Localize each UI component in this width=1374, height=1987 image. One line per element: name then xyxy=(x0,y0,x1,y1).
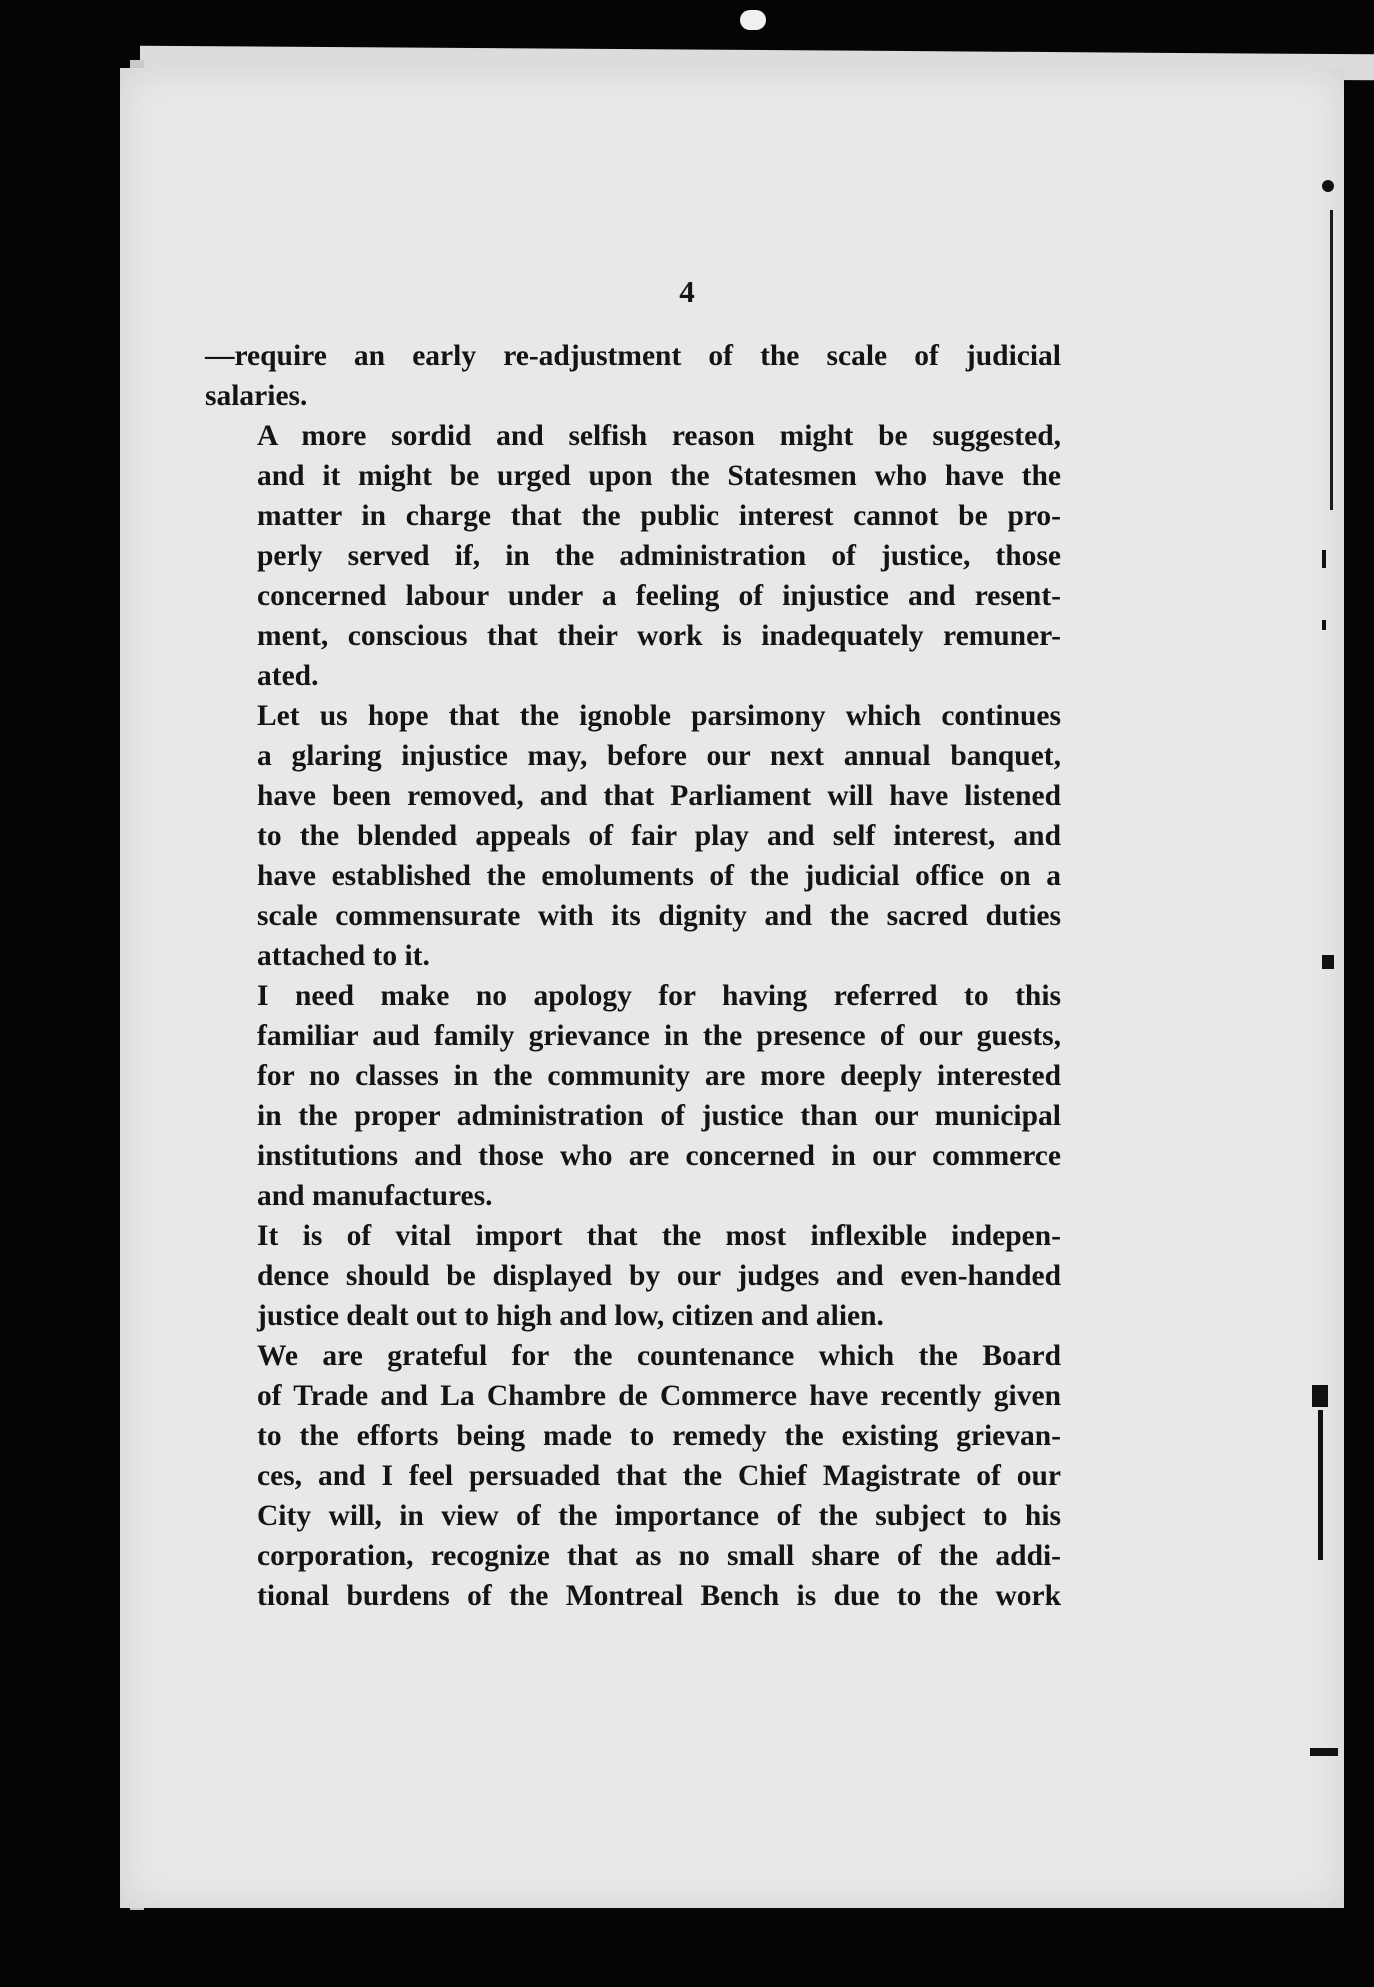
text-line: It is of vital import that the most inflexible indepen- xyxy=(257,1220,1061,1252)
gutter-speck xyxy=(1322,550,1326,568)
text-line: have been removed, and that Parliament will have listened xyxy=(257,780,1061,812)
text-line: City will, in view of the importance of the subject to his xyxy=(257,1500,1061,1532)
paragraph xyxy=(205,1336,1061,1616)
text-line: institutions and those who are concerned in our commerce xyxy=(257,1140,1061,1172)
text-line: Let us hope that the ignoble parsimony which continues xyxy=(257,700,1061,732)
paragraph xyxy=(205,696,1061,976)
text-line: a glaring injustice may, before our next annual banquet, xyxy=(257,740,1061,772)
text-line: dence should be displayed by our judges and even-handed xyxy=(257,1260,1061,1292)
gutter-line xyxy=(1330,210,1333,510)
text-line: and it might be urged upon the Statesmen who have the xyxy=(257,460,1061,492)
text-line: A more sordid and selfish reason might be suggested, xyxy=(257,420,1061,452)
paragraph xyxy=(205,336,1061,416)
text-line: to the blended appeals of fair play and self interest, and xyxy=(257,820,1061,852)
body-text xyxy=(205,336,1061,1616)
paragraph xyxy=(205,976,1061,1216)
text-line: —require an early re-adjustment of the scale of judicial xyxy=(205,340,1061,372)
text-line: in the proper administration of justice than our municipal xyxy=(257,1100,1061,1132)
gutter-speck xyxy=(1322,180,1334,192)
text-line: matter in charge that the public interest cannot be pro- xyxy=(257,500,1061,532)
text-line: justice dealt out to high and low, citizen and alien. xyxy=(257,1300,884,1332)
text-line: concerned labour under a feeling of injustice and resent- xyxy=(257,580,1061,612)
gutter-speck xyxy=(1310,1748,1338,1756)
text-line: familiar aud family grievance in the presence of our guests, xyxy=(257,1020,1061,1052)
gutter-speck xyxy=(1318,1410,1323,1560)
text-line: perly served if, in the administration of justice, those xyxy=(257,540,1061,572)
text-line: ces, and I feel persuaded that the Chief Magistrate of our xyxy=(257,1460,1061,1492)
text-line: scale commensurate with its dignity and the sacred duties xyxy=(257,900,1061,932)
text-line: of Trade and La Chambre de Commerce have recently given xyxy=(257,1380,1061,1412)
gutter-speck xyxy=(1312,1385,1328,1407)
text-line: corporation, recognize that as no small share of the addi- xyxy=(257,1540,1061,1572)
text-line: to the efforts being made to remedy the existing grievan- xyxy=(257,1420,1061,1452)
text-line: ated. xyxy=(257,660,319,692)
gutter-speck xyxy=(740,10,766,30)
text-line: for no classes in the community are more deeply interested xyxy=(257,1060,1061,1092)
text-line: salaries. xyxy=(205,380,308,412)
text-line: I need make no apology for having referred to this xyxy=(257,980,1061,1012)
paragraph xyxy=(205,416,1061,696)
text-line: ment, conscious that their work is inadequately remuner- xyxy=(257,620,1061,652)
paragraph xyxy=(205,1216,1061,1336)
gutter-speck xyxy=(1322,955,1334,969)
text-line: We are grateful for the countenance which the Board xyxy=(257,1340,1061,1372)
page-number: 4 xyxy=(679,274,695,309)
text-line: attached to it. xyxy=(257,940,430,972)
text-line: have established the emoluments of the judicial office on a xyxy=(257,860,1061,892)
text-line: tional burdens of the Montreal Bench is due to the work xyxy=(257,1580,1061,1612)
gutter-speck xyxy=(1322,620,1326,630)
text-line: and manufactures. xyxy=(257,1180,493,1212)
